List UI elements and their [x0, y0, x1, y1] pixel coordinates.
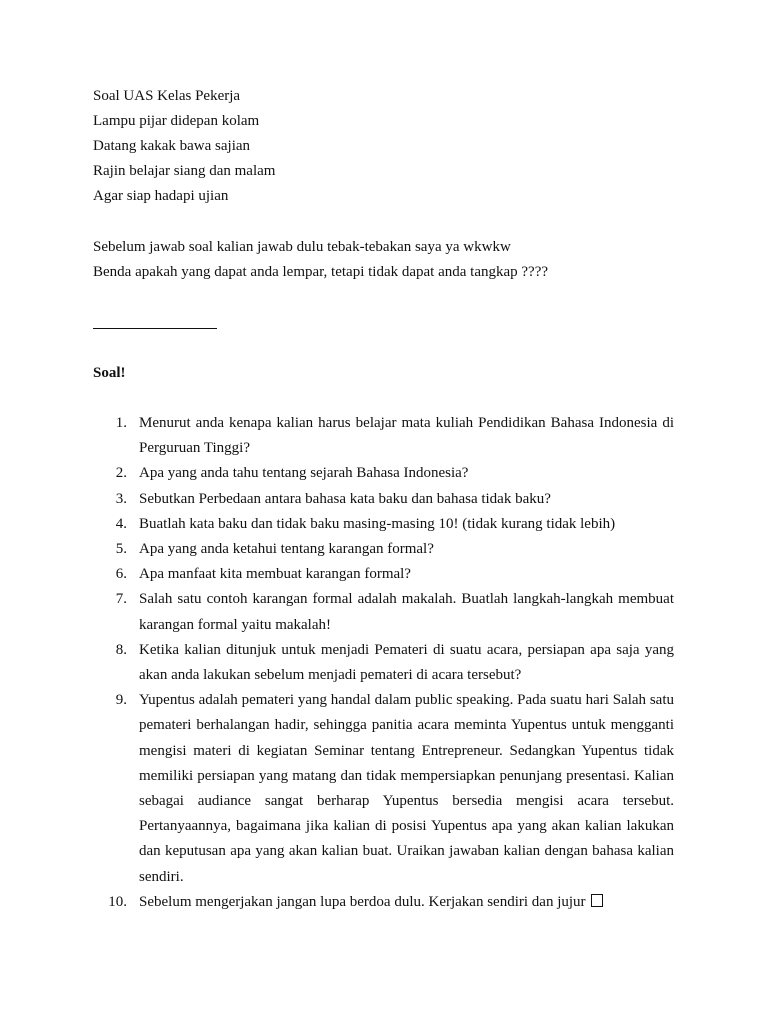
question-number: 3.	[115, 490, 127, 507]
missing-glyph-box-icon	[591, 894, 603, 907]
pantun-line: Rajin belajar siang dan malam	[93, 163, 276, 179]
soal-heading: Soal!	[93, 365, 126, 381]
question-list	[93, 411, 674, 915]
separator-line	[93, 328, 217, 329]
question-item	[93, 411, 674, 461]
document-title: Soal UAS Kelas Pekerja	[93, 88, 241, 104]
question-item	[93, 587, 674, 637]
question-item	[93, 487, 674, 512]
pantun-line: Lampu pijar didepan kolam	[93, 113, 260, 129]
question-number: 10.	[108, 893, 127, 910]
question-item	[93, 461, 674, 486]
question-text: Apa yang anda tahu tentang sejarah Bahasa Indonesia?	[139, 465, 469, 482]
question-text: Apa yang anda ketahui tentang karangan formal?	[139, 541, 434, 558]
question-item	[93, 890, 674, 915]
question-text-wrapper	[139, 890, 674, 915]
question-item	[93, 537, 674, 562]
question-item	[93, 688, 674, 890]
question-item	[93, 562, 674, 587]
question-number: 5.	[115, 541, 127, 558]
riddle-intro: Sebelum jawab soal kalian jawab dulu tebak-tebakan saya ya wkwkw	[93, 239, 511, 255]
question-text: Apa manfaat kita membuat karangan formal?	[139, 566, 411, 583]
question-number: 7.	[115, 591, 127, 608]
pantun-line: Agar siap hadapi ujian	[93, 188, 229, 204]
question-number: 1.	[115, 415, 127, 431]
question-text: Buatlah kata baku dan tidak baku masing-masing 10! (tidak kurang tidak lebih)	[139, 515, 616, 532]
riddle-question: Benda apakah yang dapat anda lempar, tetapi tidak dapat anda tangkap ????	[93, 264, 549, 280]
question-item	[93, 638, 674, 688]
question-text: Sebutkan Perbedaan antara bahasa kata baku dan bahasa tidak baku?	[139, 490, 551, 507]
question-item	[93, 512, 674, 537]
question-text: Yupentus adalah pemateri yang handal dalam public speaking. Pada suatu hari Salah satu pemateri berhalangan hadir, sehingga panitia acara meminta Yupentus untuk mengganti mengisi materi di kegiatan Seminar tentang Entrepreneur. Sedangkan Yupentus tidak memiliki persiapan yang matang dan tidak mempersiapkan penunjang presentasi. Kalian sebagai audiance sangat berharap Yupentus bersedia mengisi acara tersebut. Pertanyaannya, bagaimana jika kalian di posisi Yupentus apa yang akan kalian lakukan dan keputusan apa yang akan kalian buat. Uraikan jawaban kalian dengan bahasa kalian sendiri.	[139, 692, 674, 885]
question-text: Salah satu contoh karangan formal adalah makalah. Buatlah langkah-langkah membuat karangan formal yaitu makalah!	[139, 591, 674, 633]
question-number: 8.	[115, 641, 127, 658]
pantun-line: Datang kakak bawa sajian	[93, 138, 251, 154]
question-text: Ketika kalian ditunjuk untuk menjadi Pemateri di suatu acara, persiapan apa saja yang akan anda lakukan sebelum menjadi pemateri di acara tersebut?	[139, 641, 674, 684]
question-number: 2.	[115, 465, 127, 482]
question-number: 9.	[115, 692, 127, 709]
question-text: Menurut anda kenapa kalian harus belajar mata kuliah Pendidikan Bahasa Indonesia di Perguruan Tinggi?	[139, 415, 674, 457]
question-number: 6.	[115, 566, 127, 583]
question-text: Sebelum mengerjakan jangan lupa berdoa dulu. Kerjakan sendiri dan jujur	[139, 893, 586, 910]
question-number: 4.	[115, 515, 127, 532]
